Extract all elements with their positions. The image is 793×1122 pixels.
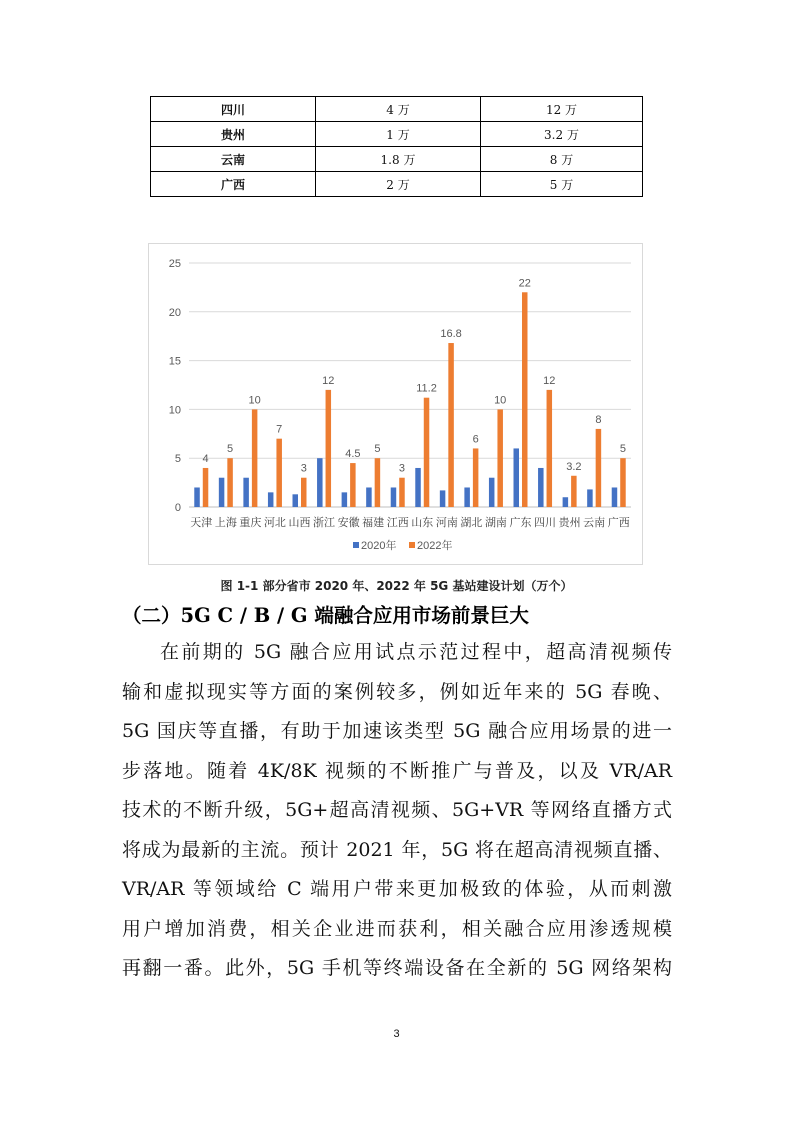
value-2020-cell: 1 万 xyxy=(316,122,481,147)
x-tick-label: 广西 xyxy=(607,516,630,529)
x-tick-label: 云南 xyxy=(583,516,606,529)
paragraph-line: 技术的不断升级，5G+超高清视频、5G+VR 等网络直播方式 xyxy=(122,799,672,821)
paragraph-line: 步落地。随着 4K/8K 视频的不断推广与普及，以及 VR/AR xyxy=(122,759,672,782)
data-label: 8 xyxy=(595,413,602,426)
value-2022-cell: 3.2 万 xyxy=(481,122,643,147)
value-2022-cell: 5 万 xyxy=(481,172,643,197)
value-2020-cell: 1.8 万 xyxy=(316,147,481,172)
bar-2020 xyxy=(268,492,274,507)
x-tick-label: 湖北 xyxy=(460,516,483,529)
bar-chart-frame xyxy=(148,243,643,565)
data-label: 10 xyxy=(494,394,507,407)
data-label: 4.5 xyxy=(345,448,361,461)
data-label: 3.2 xyxy=(566,460,582,473)
table-row xyxy=(151,97,643,122)
province-cell: 四川 xyxy=(151,97,316,122)
bar-2022 xyxy=(252,409,258,507)
data-label: 12 xyxy=(322,374,335,387)
paragraph-line: 再翻一番。此外，5G 手机等终端设备在全新的 5G 网络架构 xyxy=(122,957,672,979)
bar-2022 xyxy=(227,458,233,507)
x-tick-label: 河北 xyxy=(263,516,286,529)
data-label: 10 xyxy=(248,394,261,407)
data-label: 5 xyxy=(619,443,627,456)
data-label: 4 xyxy=(202,452,209,465)
data-label: 5 xyxy=(227,443,234,456)
table-row xyxy=(151,122,643,147)
bar-2020 xyxy=(514,448,520,507)
paragraph-line: 5G 国庆等直播，有助于加速该类型 5G 融合应用场景的进一 xyxy=(122,720,672,742)
x-tick-label: 贵州 xyxy=(558,516,581,529)
table-row xyxy=(151,147,643,172)
figure-caption: 图 1-1 部分省市 2020 年、2022 年 5G 基站建设计划（万个） xyxy=(220,579,573,593)
bar-2022 xyxy=(350,463,356,507)
page-number: 3 xyxy=(393,1028,400,1040)
province-cell: 云南 xyxy=(151,147,316,172)
value-2020-cell: 2 万 xyxy=(316,172,481,197)
data-label: 5 xyxy=(374,443,381,456)
bar-2022 xyxy=(473,448,479,507)
paragraph-line: 用户增加消费，相关企业进而获利，相关融合应用渗透规模 xyxy=(122,917,672,940)
bar-2022 xyxy=(571,476,577,507)
data-label: 12 xyxy=(543,374,556,387)
data-label: 6 xyxy=(472,433,479,446)
bar-2022 xyxy=(424,398,430,507)
legend-label: 2020年 xyxy=(361,540,397,552)
paragraph-line: 将成为最新的主流。预计 2021 年，5G 将在超高清视频直播、 xyxy=(122,838,672,861)
bar-2020 xyxy=(243,478,249,507)
bar-2022 xyxy=(399,478,405,507)
paragraph-line: 输和虚拟现实等方面的案例较多，例如近年来的 5G 春晚、 xyxy=(122,680,672,703)
x-tick-label: 河南 xyxy=(435,516,458,529)
bar-2020 xyxy=(489,478,495,507)
paragraph-line: 在前期的 5G 融合应用试点示范过程中，超高清视频传 xyxy=(160,641,672,663)
bar-2020 xyxy=(342,492,348,507)
y-tick-label: 25 xyxy=(168,258,181,270)
value-2022-cell: 8 万 xyxy=(481,147,643,172)
x-tick-label: 山东 xyxy=(411,516,434,529)
province-cell: 贵州 xyxy=(151,122,316,147)
bar-2020 xyxy=(293,494,299,507)
y-tick-label: 0 xyxy=(174,502,181,514)
bar-2020 xyxy=(194,487,200,507)
legend-swatch xyxy=(353,542,359,548)
data-label: 7 xyxy=(276,423,283,436)
bar-2020 xyxy=(440,490,446,507)
value-2022-cell: 12 万 xyxy=(481,97,643,122)
body-paragraph xyxy=(122,633,672,989)
x-tick-label: 上海 xyxy=(214,516,237,529)
legend-swatch xyxy=(409,542,415,548)
bar-2022 xyxy=(522,292,528,507)
bar-2020 xyxy=(538,468,544,507)
bar-2020 xyxy=(219,478,225,507)
value-2020-cell: 4 万 xyxy=(316,97,481,122)
bar-2022 xyxy=(596,429,602,507)
bar-2022 xyxy=(276,439,282,507)
bar-2022 xyxy=(326,390,332,507)
bar-chart xyxy=(149,244,644,566)
bar-2022 xyxy=(497,409,503,507)
legend-label: 2022年 xyxy=(417,540,453,552)
bar-2022 xyxy=(203,468,209,507)
y-tick-label: 20 xyxy=(168,306,181,319)
table-row xyxy=(151,172,643,197)
x-tick-label: 江西 xyxy=(386,516,409,529)
x-tick-label: 重庆 xyxy=(239,516,262,529)
x-tick-label: 四川 xyxy=(534,516,557,529)
bar-2022 xyxy=(620,458,626,507)
bar-2022 xyxy=(375,458,381,507)
data-label: 22 xyxy=(518,277,531,290)
data-label: 16.8 xyxy=(440,328,462,341)
province-table xyxy=(150,96,643,197)
x-tick-label: 天津 xyxy=(190,516,213,529)
section-heading: （二）5G C / B / G 端融合应用市场前景巨大 xyxy=(122,604,529,627)
bar-2022 xyxy=(547,390,553,507)
bar-2020 xyxy=(464,487,470,507)
bar-2020 xyxy=(563,497,569,507)
province-cell: 广西 xyxy=(151,172,316,197)
data-label: 11.2 xyxy=(416,382,437,395)
bar-2020 xyxy=(391,487,397,507)
bar-2020 xyxy=(587,489,593,507)
x-tick-label: 湖南 xyxy=(484,516,507,529)
x-tick-label: 广东 xyxy=(509,516,532,529)
bar-2020 xyxy=(366,487,372,507)
y-tick-label: 10 xyxy=(168,404,181,417)
bar-2020 xyxy=(415,468,421,507)
bar-2020 xyxy=(612,487,618,507)
bar-2022 xyxy=(301,478,307,507)
x-tick-label: 山西 xyxy=(288,516,311,529)
data-label: 3 xyxy=(398,462,406,475)
bar-2020 xyxy=(317,458,323,507)
x-tick-label: 福建 xyxy=(362,516,385,529)
x-tick-label: 浙江 xyxy=(313,516,336,529)
x-tick-label: 安徽 xyxy=(337,516,360,529)
paragraph-line: VR/AR 等领域给 C 端用户带来更加极致的体验，从而刺激 xyxy=(122,878,672,900)
bar-2022 xyxy=(448,343,454,507)
y-tick-label: 15 xyxy=(168,355,181,368)
data-label: 3 xyxy=(300,462,307,475)
y-tick-label: 5 xyxy=(174,453,181,466)
